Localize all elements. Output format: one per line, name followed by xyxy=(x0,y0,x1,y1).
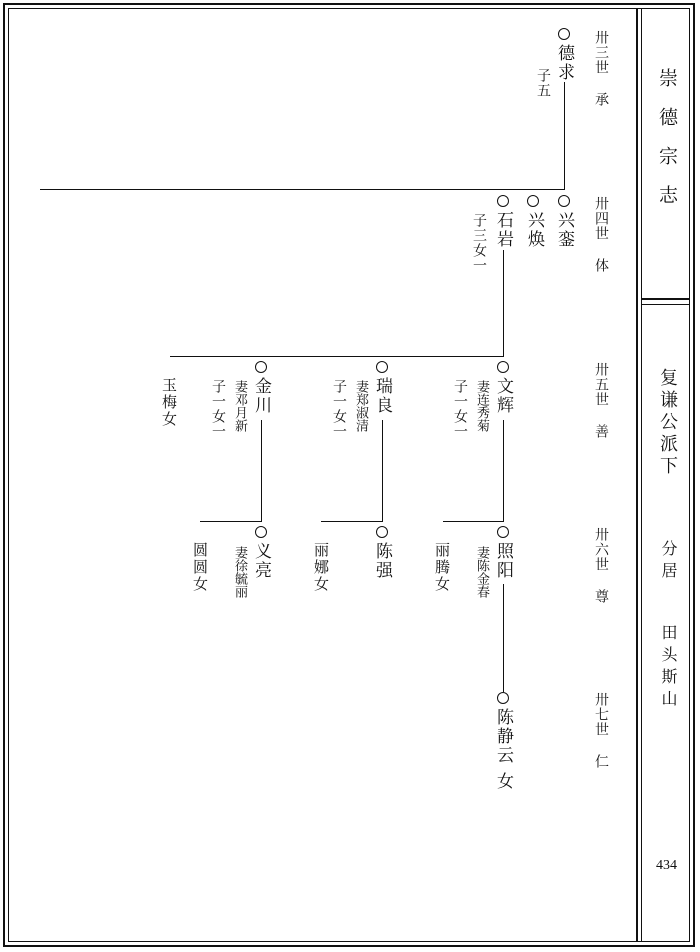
generation-36-char: 尊 xyxy=(593,589,609,604)
person-dequ-name: 德求 xyxy=(554,44,574,82)
line-ruiliang-children xyxy=(321,521,383,522)
person-ruiliang-name: 瑞良 xyxy=(372,377,392,415)
person-shiyan-name: 石岩 xyxy=(493,211,513,249)
line-ruiliang-down xyxy=(382,420,383,521)
person-chenjingyun-name: 陈静云 xyxy=(493,708,513,765)
person-marker xyxy=(255,526,267,538)
person-marker xyxy=(497,195,509,207)
side-title-separator-thin xyxy=(641,304,690,305)
side-divider-left xyxy=(636,8,638,942)
line-gen34-bar xyxy=(40,189,565,190)
line-zhaoyang-down xyxy=(503,584,504,692)
line-wenhui-children xyxy=(443,521,504,522)
person-chenqiang-name: 陈强 xyxy=(372,542,392,580)
side-title-separator xyxy=(641,298,690,300)
person-yumei-note: 玉梅女 xyxy=(160,377,178,428)
generation-33-char: 承 xyxy=(593,92,609,107)
person-marker xyxy=(497,361,509,373)
person-yiliang-name: 义亮 xyxy=(251,542,271,580)
person-yiliang-spouse: 妻徐毓丽 xyxy=(232,546,247,598)
person-yuanyuan-note: 圆圆女 xyxy=(191,542,209,593)
generation-33-label: 卅三世 xyxy=(593,30,609,75)
person-marker xyxy=(558,195,570,207)
generation-34-char: 体 xyxy=(593,258,609,273)
branch-title: 复谦公派下 xyxy=(657,368,678,478)
person-wenhui-spouse: 妻连秀菊 xyxy=(474,380,489,432)
person-marker xyxy=(376,361,388,373)
person-jinchuan-name: 金川 xyxy=(251,377,271,415)
person-marker xyxy=(558,28,570,40)
person-marker xyxy=(527,195,539,207)
person-marker xyxy=(255,361,267,373)
book-title: 崇德宗志 xyxy=(656,68,678,224)
generation-34-label: 卅四世 xyxy=(593,196,609,241)
generation-37-char: 仁 xyxy=(593,754,609,769)
generation-35-char: 善 xyxy=(593,424,609,439)
person-liteng-note: 丽腾女 xyxy=(433,542,451,593)
generation-35-label: 卅五世 xyxy=(593,362,609,407)
person-wenhui-name: 文辉 xyxy=(493,377,513,415)
person-ruiliang-note: 子一女一 xyxy=(331,379,347,439)
person-xingluan-name: 兴銮 xyxy=(554,211,574,249)
generation-37-label: 卅七世 xyxy=(593,692,609,737)
person-marker xyxy=(497,692,509,704)
person-dequ-note: 子五 xyxy=(535,68,551,98)
person-marker xyxy=(376,526,388,538)
person-wenhui-note: 子一女一 xyxy=(452,379,468,439)
line-wenhui-down xyxy=(503,420,504,521)
page-number: 434 xyxy=(656,858,677,873)
person-chenjingyun-note: 女 xyxy=(493,772,513,791)
line-jinchuan-down xyxy=(261,420,262,521)
person-jinchuan-spouse: 妻邓月新 xyxy=(232,380,247,432)
person-xinghuan-name: 兴焕 xyxy=(524,211,544,249)
line-dequ-down xyxy=(564,82,565,189)
residence-place: 田头斯山 xyxy=(659,624,678,712)
residence-label: 分居 xyxy=(659,540,678,584)
page-frame-inner xyxy=(8,8,690,942)
side-divider-left-thin xyxy=(641,8,642,942)
generation-36-label: 卅六世 xyxy=(593,527,609,572)
person-jinchuan-note: 子一女一 xyxy=(210,379,226,439)
person-shiyan-note: 子三女一 xyxy=(471,213,487,273)
line-shiyan-down xyxy=(503,250,504,356)
person-ruiliang-spouse: 妻郑淑清 xyxy=(353,380,368,432)
person-zhaoyang-name: 照阳 xyxy=(493,542,513,580)
person-zhaoyang-spouse: 妻陈金春 xyxy=(474,546,489,598)
person-lina-note: 丽娜女 xyxy=(312,542,330,593)
line-gen35-bar xyxy=(170,356,504,357)
line-jinchuan-children xyxy=(200,521,262,522)
person-marker xyxy=(497,526,509,538)
